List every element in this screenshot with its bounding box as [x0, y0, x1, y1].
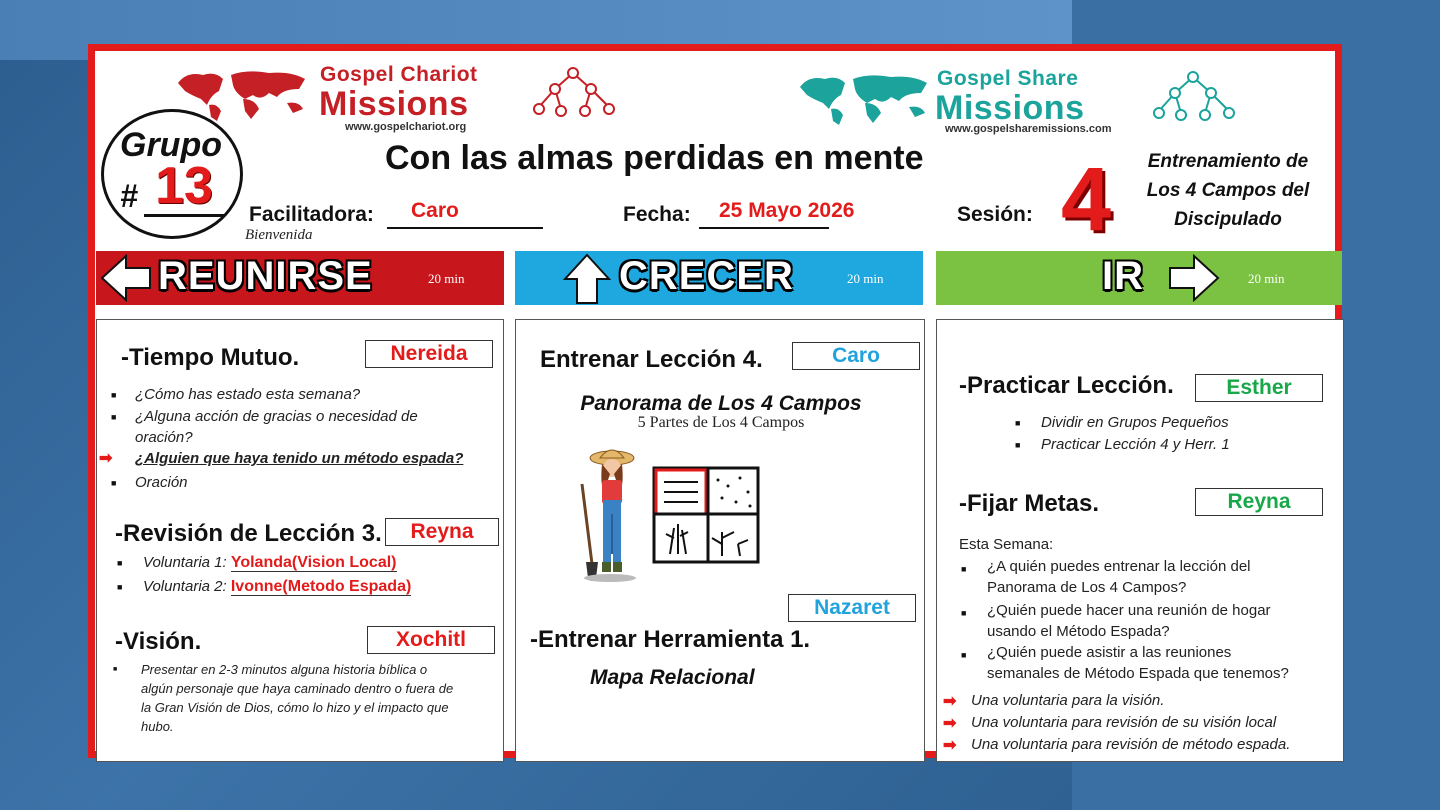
goals-line: ¿Quién puede asistir a las reuniones	[987, 644, 1232, 661]
goals-arrow-1: Una voluntaria para la visión.	[971, 692, 1165, 709]
world-map-icon-teal	[795, 69, 935, 125]
bullet: ■	[1015, 418, 1021, 428]
left-logo-url: www.gospelchariot.org	[345, 121, 467, 133]
reunirse-label: REUNIRSE	[158, 254, 373, 298]
welcome-note: Bienvenida	[245, 227, 313, 243]
training-line2: Los 4 Campos del	[1146, 180, 1310, 201]
left-logo-line2: Missions	[319, 85, 469, 123]
group-hash: #	[120, 178, 138, 214]
reunirse-time: 20 min	[428, 271, 465, 286]
red-arrow-icon: ➡	[99, 450, 113, 467]
training-line3: Discipulado	[1174, 209, 1282, 230]
vision-name: Xochitl	[367, 626, 495, 654]
tiempo-item-3: ¿Alguien que haya tenido un método espada?	[135, 450, 464, 467]
training-title	[1123, 147, 1333, 234]
red-arrow-icon: ➡	[943, 715, 957, 732]
ir-column	[936, 319, 1344, 762]
group-label: Grupo	[120, 126, 222, 164]
red-arrow-icon: ➡	[943, 693, 957, 710]
date-line	[699, 199, 855, 229]
bullet: ■	[1015, 440, 1021, 450]
reunirse-band	[96, 251, 504, 305]
crecer-label: CRECER	[619, 254, 794, 298]
goals-line: semanales de Método Espada que tenemos?	[987, 665, 1289, 682]
practice-item-1: Dividir en Grupos Pequeños	[1041, 414, 1229, 431]
network-icon	[525, 65, 621, 119]
volunteer-2	[143, 576, 411, 597]
vision-line: Presentar en 2-3 minutos alguna historia bíblica o	[141, 662, 428, 677]
left-arrow-icon	[100, 254, 152, 302]
practice-heading: -Practicar Lección.	[959, 372, 1174, 399]
four-fields-diagram	[652, 466, 762, 566]
goals-line: Panorama de Los 4 Campos?	[987, 579, 1187, 596]
tiempo-name: Nereida	[365, 340, 493, 368]
bullet: ■	[117, 558, 123, 568]
ir-band	[936, 251, 1342, 305]
bullet: ■	[111, 412, 117, 422]
crecer-time: 20 min	[847, 271, 884, 286]
bullet: ■	[111, 478, 117, 488]
volunteer-2-value: Ivonne(Metodo Espada)	[230, 578, 412, 595]
reunirse-column	[96, 319, 504, 762]
revision-heading: -Revisión de Lección 3.	[115, 520, 382, 547]
crecer-column	[515, 319, 925, 762]
vision-heading: -Visión.	[115, 628, 202, 655]
main-title: Con las almas perdidas en mente	[385, 139, 924, 177]
goals-item-1	[987, 556, 1251, 598]
volunteer-2-label: Voluntaria 2:	[143, 578, 227, 595]
goals-intro: Esta Semana:	[959, 536, 1054, 553]
up-arrow-icon	[563, 253, 611, 305]
left-logo-line1: Gospel Chariot	[320, 63, 478, 86]
volunteer-1	[143, 552, 397, 573]
date-value: 25 Mayo 2026	[719, 199, 855, 222]
practice-name: Esther	[1195, 374, 1323, 402]
group-badge	[101, 109, 243, 239]
panorama-title: Panorama de Los 4 Campos	[580, 392, 862, 415]
goals-line: ¿A quién puedes entrenar la lección del	[987, 558, 1251, 575]
goals-item-3	[987, 642, 1289, 684]
lesson-name: Caro	[792, 342, 920, 370]
goals-item-2	[987, 600, 1271, 642]
group-number: 13	[144, 158, 224, 217]
crecer-band	[515, 251, 923, 305]
ir-time: 20 min	[1248, 271, 1285, 286]
tiempo-item-4: Oración	[135, 474, 188, 491]
date-label: Fecha:	[623, 203, 691, 226]
vision-text	[141, 660, 453, 736]
lesson-heading: Entrenar Lección 4.	[540, 346, 763, 373]
bullet: ■	[111, 390, 117, 400]
bullet: ■	[961, 650, 967, 660]
facilitator-value: Caro	[411, 199, 459, 222]
goals-heading: -Fijar Metas.	[959, 490, 1100, 517]
bullet: ■	[961, 608, 967, 618]
tiempo-item-2b: oración?	[135, 429, 193, 446]
session-number: 4	[1061, 150, 1112, 250]
facilitator-line	[387, 199, 543, 229]
tool-subtitle: Mapa Relacional	[590, 666, 755, 689]
bullet: ■	[117, 582, 123, 592]
session-sheet	[88, 44, 1342, 758]
goals-arrow-2: Una voluntaria para revisión de su visión local	[971, 714, 1277, 731]
tool-name: Nazaret	[788, 594, 916, 622]
vision-line: hubo.	[141, 719, 174, 734]
training-line1: Entrenamiento de	[1147, 151, 1309, 172]
tiempo-heading: -Tiempo Mutuo.	[121, 344, 300, 371]
volunteer-1-value: Yolanda(Vision Local)	[230, 554, 397, 571]
right-arrow-icon	[1168, 254, 1220, 302]
volunteer-1-label: Voluntaria 1:	[143, 554, 227, 571]
tiempo-item-1: ¿Cómo has estado esta semana?	[135, 386, 361, 403]
red-arrow-icon: ➡	[943, 737, 957, 754]
tiempo-item-2: ¿Alguna acción de gracias o necesidad de	[135, 408, 418, 425]
goals-line: usando el Método Espada?	[987, 623, 1170, 640]
right-logo-url: www.gospelsharemissions.com	[945, 123, 1112, 135]
bullet: ■	[961, 564, 967, 574]
practice-item-2: Practicar Lección 4 y Herr. 1	[1041, 436, 1230, 453]
vision-line: algún personaje que haya caminado dentro o fuera de	[141, 681, 454, 696]
goals-name: Reyna	[1195, 488, 1323, 516]
session-label: Sesión:	[957, 203, 1033, 226]
farmer-illustration	[576, 444, 646, 590]
network-icon-teal	[1145, 69, 1241, 123]
right-logo-line1: Gospel Share	[937, 67, 1079, 90]
goals-arrow-3: Una voluntaria para revisión de método espada.	[971, 736, 1291, 753]
facilitator-label: Facilitadora:	[249, 203, 374, 226]
panorama-subtitle: 5 Partes de Los 4 Campos	[637, 414, 805, 431]
right-logo-line2: Missions	[935, 89, 1085, 127]
bullet: ■	[113, 666, 118, 673]
tool-heading: -Entrenar Herramienta 1.	[530, 626, 811, 653]
vision-line: la Gran Visión de Dios, cómo lo hizo y el impacto que	[141, 700, 449, 715]
goals-line: ¿Quién puede hacer una reunión de hogar	[987, 602, 1271, 619]
ir-label: IR	[1102, 254, 1144, 298]
revision-name: Reyna	[385, 518, 499, 546]
